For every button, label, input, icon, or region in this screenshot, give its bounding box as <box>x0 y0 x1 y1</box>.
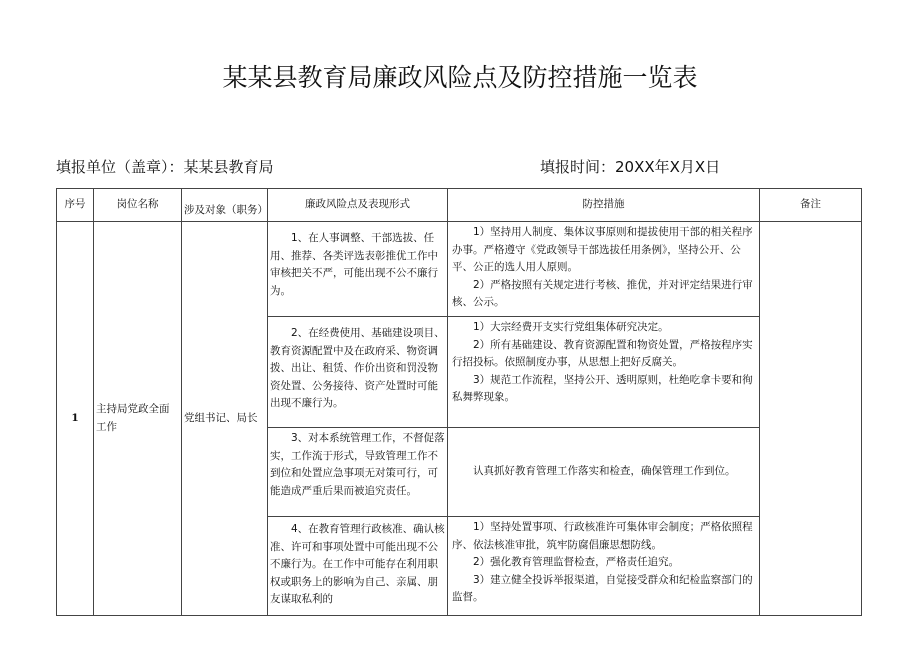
measures-cell <box>448 317 760 428</box>
risk-text: 2、在经费使用、基础建设项目、教育资源配置中及在政府采、物资调拨、出让、租赁、作价出资和罚没物资处置、公务接待、资产处置时可能出现不廉行为。 <box>270 327 445 409</box>
measure-text: 认真抓好教育管理工作落实和检查，确保管理工作到位。 <box>473 465 736 478</box>
note-cell <box>760 222 862 616</box>
measures-cell <box>448 222 760 317</box>
table-header-row <box>57 189 862 222</box>
header-measures: 防控措施 <box>448 189 760 222</box>
measure-text: 3）规范工作流程，坚持公开、透明原则，杜绝吃拿卡要和徇私舞弊现象。 <box>452 373 753 403</box>
reporting-time: 填报时间：20XX年X月X日 <box>540 158 721 176</box>
header-involve: 涉及对象（职务） <box>182 189 268 222</box>
involve-cell: 党组书记、局长 <box>182 222 268 616</box>
risk-cell <box>268 222 448 317</box>
measure-text: 2）强化教育管理监督检查，严格责任追究。 <box>473 556 680 568</box>
header-note: 备注 <box>760 189 862 222</box>
header-risk: 廉政风险点及表现形式 <box>268 189 448 222</box>
measures-cell <box>448 428 760 517</box>
risk-text: 4、在教育管理行政核准、确认核准、许可和事项处置中可能出现不公不廉行为。在工作中可能存在利用职权或职务上的影响为自己、亲属、朋友谋取私利的 <box>270 523 445 605</box>
risk-text: 3、对本系统管理工作，不督促落实，工作流于形式，导致管理工作不到位和处置应急事项无对策可行，可能造成严重后果而被追究责任。 <box>270 432 445 497</box>
measure-text: 2）严格按照有关规定进行考核、推优，并对评定结果进行审核、公示。 <box>452 278 753 308</box>
reporting-unit: 填报单位（盖章）：某某县教育局 <box>56 158 274 176</box>
measure-text: 1）坚持处置事项、行政核准许可集体审会制度；严格依照程序、依法核准审批，筑牢防腐倡廉思想防线。 <box>452 521 753 551</box>
risk-cell <box>268 517 448 616</box>
measure-text: 1）大宗经费开支实行党组集体研究决定。 <box>473 321 669 333</box>
measures-cell <box>448 517 760 616</box>
measure-text: 1）坚持用人制度、集体议事原则和提拔使用干部的相关程序办事。严格遵守《党政领导干部选拔任用条例》，坚持公开、公平、公正的选人用人原则。 <box>452 226 753 273</box>
risk-cell <box>268 317 448 428</box>
page-title: 某某县教育局廉政风险点及防控措施一览表 <box>222 63 698 92</box>
table-row <box>57 222 862 317</box>
header-post: 岗位名称 <box>94 189 182 222</box>
seq-cell: 1 <box>57 222 94 616</box>
measure-text: 2）所有基础建设、教育资源配置和物资处置，严格按程序实行招投标。依照制度办事，从思想上把好反腐关。 <box>452 338 753 368</box>
risk-table <box>56 188 862 616</box>
header-seq: 序号 <box>57 189 94 222</box>
measure-text: 3）建立健全投诉举报渠道，自觉接受群众和纪检监察部门的监督。 <box>452 573 753 603</box>
risk-cell <box>268 428 448 517</box>
risk-text: 1、在人事调整、干部选拔、任用、推荐、各类评选表彰推优工作中审核把关不严，可能出现不公不廉行为。 <box>270 232 438 297</box>
post-cell: 主持局党政全面工作 <box>94 222 182 616</box>
